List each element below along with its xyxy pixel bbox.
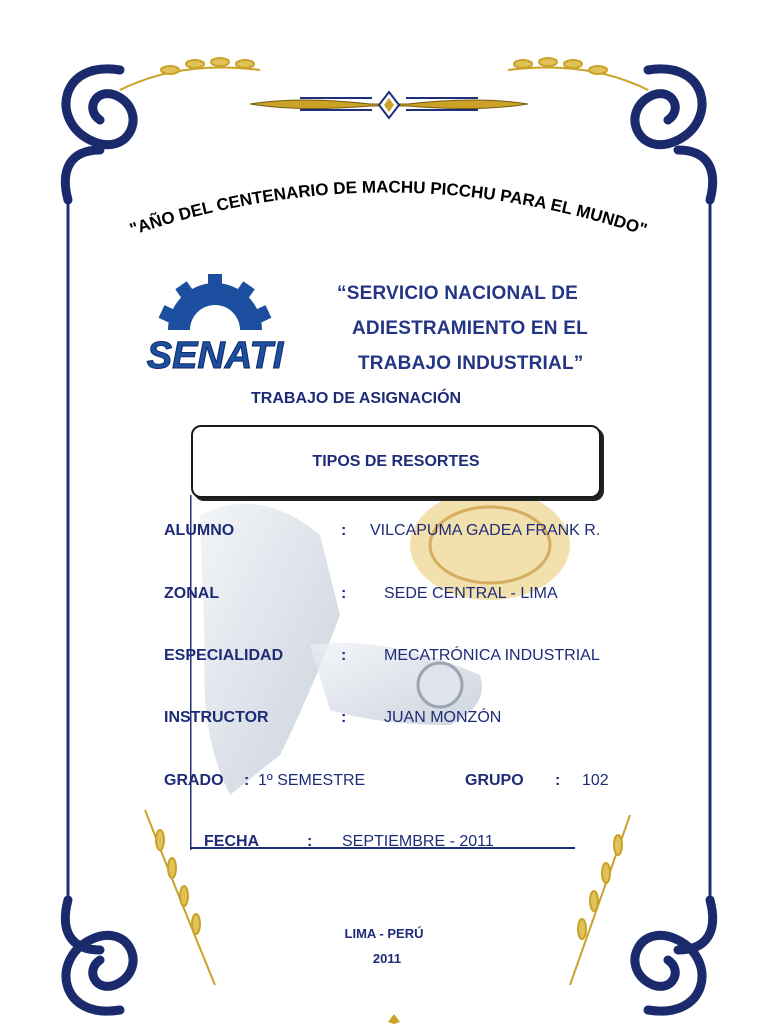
senati-logo (128, 272, 303, 372)
grupo-value: 102 (582, 772, 609, 789)
especialidad-value: MECATRÓNICA INDUSTRIAL (384, 647, 600, 664)
fecha-value: SEPTIEMBRE - 2011 (342, 833, 494, 850)
institution-line-3: TRABAJO INDUSTRIAL” (358, 353, 584, 374)
topic-box (191, 425, 601, 498)
footer-place: LIMA - PERÚ (344, 926, 424, 941)
zonal-label: ZONAL (164, 585, 220, 602)
motto-text: "AÑO DEL CENTENARIO DE MACHU PICCHU PARA EL MUNDO" (127, 177, 650, 240)
assignment-title: TRABAJO DE ASIGNACIÓN (251, 390, 462, 407)
especialidad-separator: : (341, 647, 347, 664)
institution-line-2: ADIESTRAMIENTO EN EL (352, 318, 588, 339)
motto-arc (0, 0, 768, 300)
fecha-label: FECHA (204, 833, 260, 850)
grado-separator: : (244, 772, 250, 789)
instructor-value: JUAN MONZÓN (384, 709, 502, 726)
instructor-label: INSTRUCTOR (164, 709, 269, 726)
background-image (190, 495, 580, 850)
logo-text: SENATI (146, 335, 284, 372)
grado-label: GRADO (164, 772, 224, 789)
grado-value: 1º SEMESTRE (258, 772, 366, 789)
gear-icon (128, 272, 303, 372)
footer-year: 2011 (372, 951, 402, 966)
grupo-label: GRUPO (465, 772, 524, 789)
fecha-separator: : (307, 833, 313, 850)
institution-line-1: “SERVICIO NACIONAL DE (337, 283, 579, 304)
especialidad-label: ESPECIALIDAD (164, 647, 284, 664)
alumno-value: VILCAPUMA GADEA FRANK R. (370, 522, 601, 539)
zonal-separator: : (341, 585, 347, 602)
alumno-label: ALUMNO (164, 522, 235, 539)
zonal-value: SEDE CENTRAL - LIMA (384, 585, 558, 602)
instructor-separator: : (341, 709, 347, 726)
alumno-separator: : (341, 522, 347, 539)
topic-title: TIPOS DE RESORTES (312, 453, 480, 470)
grupo-separator: : (555, 772, 561, 789)
